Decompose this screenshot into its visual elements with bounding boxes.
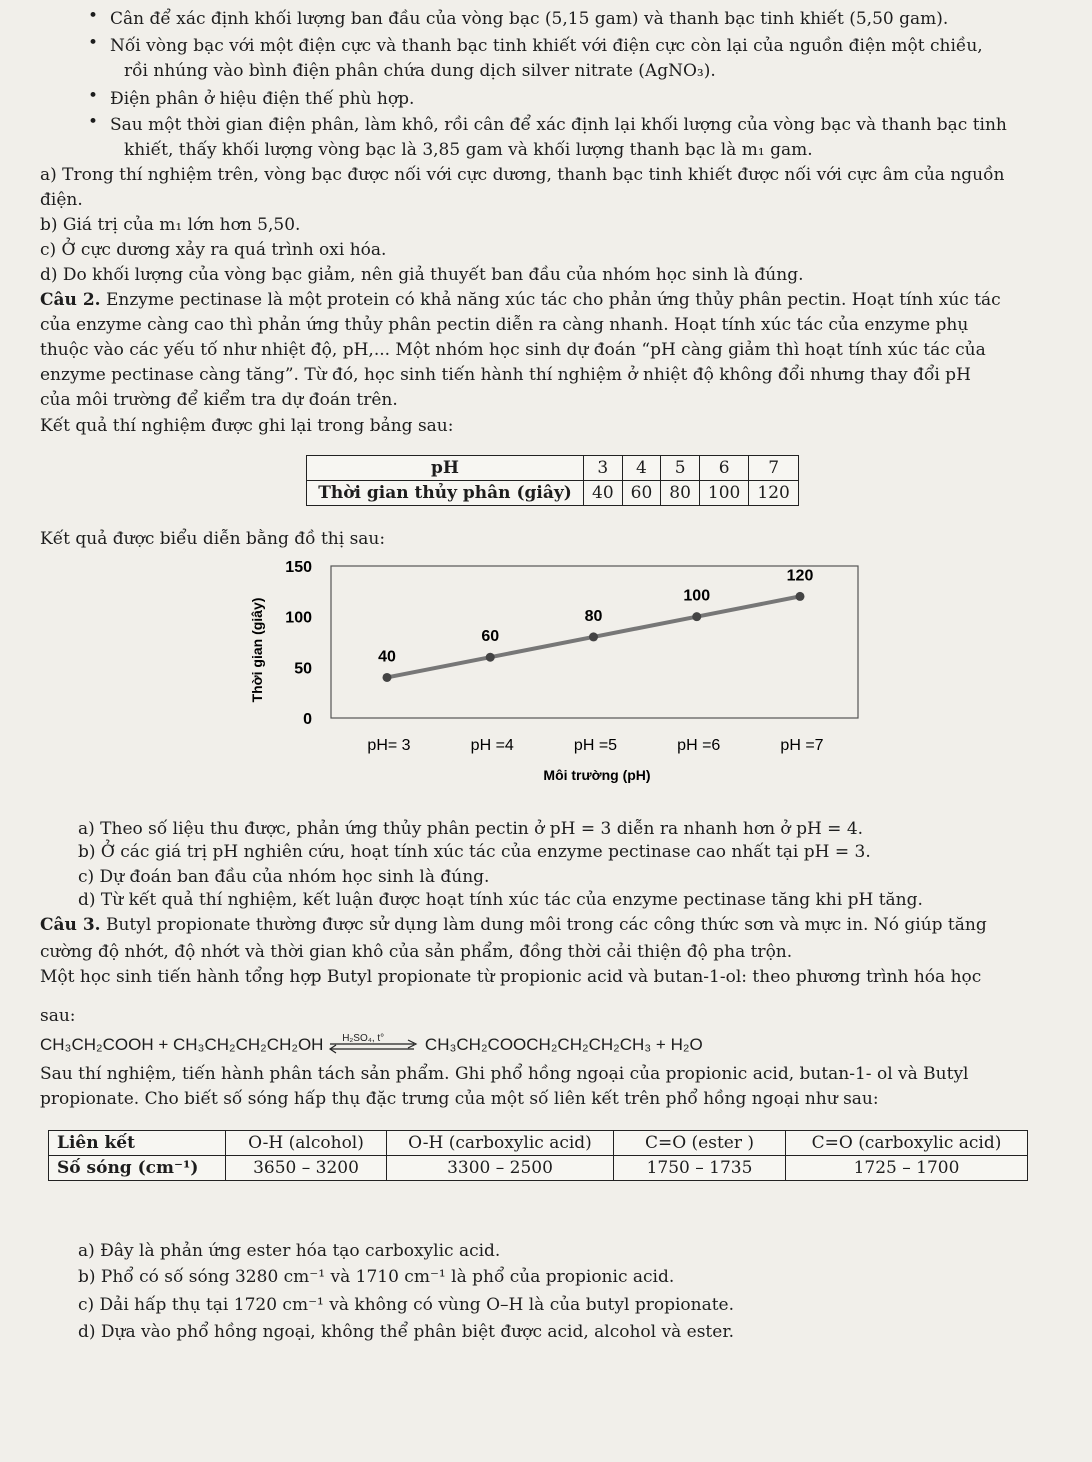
q3-statement-a: a) Đây là phản ứng ester hóa tạo carboxylic acid. [78,1241,501,1261]
q2-statement-d: d) Từ kết quả thí nghiệm, kết luận được hoạt tính xúc tác của enzyme pectinase tăng khi pH tăng. [78,890,923,910]
q3-paragraph-line-5: Sau thí nghiệm, tiến hành phân tách sản phẩm. Ghi phổ hồng ngoại của propionic acid, butan-1- ol và Butyl [40,1064,969,1084]
table-header: Liên kết [49,1131,226,1156]
equation-products: CH₃CH₂COOCH₂CH₂CH₂CH₃ + H₂O [424,1035,703,1054]
table-cell: 1750 – 1735 [614,1156,786,1181]
table-cell: 5 [661,456,700,481]
y-tick-label: 100 [285,609,312,627]
q3-statement-b: b) Phổ có số sóng 3280 cm⁻¹ và 1710 cm⁻¹ là phổ của propionic acid. [78,1267,675,1287]
table-cell: 120 [749,481,798,506]
table-header: O-H (carboxylic acid) [387,1131,614,1156]
table-row [49,1156,1028,1181]
q2-chart-intro: Kết quả được biểu diễn bằng đồ thị sau: [40,529,386,549]
plot-area-frame [331,566,858,718]
y-axis-label: Thời gian (giây) [249,597,265,703]
x-tick-label: pH= 3 [367,737,411,754]
reaction-arrow [328,1032,420,1056]
q2-statement-c: c) Dự đoán ban đầu của nhóm học sinh là đúng. [78,867,490,887]
table-row [307,481,799,506]
q3-statement-d: d) Dựa vào phổ hồng ngoại, không thể phân biệt được acid, alcohol và ester. [78,1322,734,1342]
table-header-ph: pH [307,456,584,481]
table-cell: 3 [584,456,623,481]
table-cell: 4 [622,456,661,481]
table-cell: 80 [661,481,700,506]
table-row-header: Số sóng (cm⁻¹) [49,1156,226,1181]
table-cell: 3300 – 2500 [387,1156,614,1181]
table-cell: 100 [699,481,748,506]
equation-reactants: CH₃CH₂COOH + CH₃CH₂CH₂CH₂OH [40,1035,324,1054]
table-row [307,456,799,481]
q2-text: Enzyme pectinase là một protein có khả năng xúc tác cho phản ứng thủy phân pectin. Hoạt tính xúc tác [100,290,1001,310]
data-point [796,592,805,601]
q2-statement-a: a) Theo số liệu thu được, phản ứng thủy phân pectin ở pH = 3 diễn ra nhanh hơn ở pH = 4. [78,819,864,839]
x-tick-label: pH =5 [573,737,618,754]
q3-paragraph-line-3: Một học sinh tiến hành tổng hợp Butyl propionate từ propionic acid và butan-1-ol: theo phương trình hóa học [40,967,982,987]
chemical-equation [40,1034,703,1056]
bullet-dot: • [88,33,99,53]
intro-bullet-2-cont: rồi nhúng vào bình điện phân chứa dung dịch silver nitrate (AgNO₃). [124,61,716,81]
intro-bullet-4: Sau một thời gian điện phân, làm khô, rồi cân để xác định lại khối lượng của vòng bạc và thanh bạc tinh [110,115,1007,135]
q1-statement-d: d) Do khối lượng của vòng bạc giảm, nên giả thuyết ban đầu của nhóm học sinh là đúng. [40,265,804,285]
x-tick-label: pH =6 [677,737,721,754]
table-cell: 7 [749,456,798,481]
table-header: O-H (alcohol) [226,1131,387,1156]
bullet-dot: • [88,112,99,132]
q2-paragraph-line-5: của môi trường để kiểm tra dự đoán trên. [40,390,398,410]
q2-data-table [306,455,799,506]
table-cell: 6 [699,456,748,481]
data-point [486,653,495,662]
table-header-time: Thời gian thủy phân (giây) [307,481,584,506]
q3-paragraph-line-4: sau: [40,1006,76,1026]
data-label: 120 [786,567,814,585]
table-header: C=O (ester ) [614,1131,786,1156]
q3-statement-c: c) Dải hấp thụ tại 1720 cm⁻¹ và không có vùng O–H là của butyl propionate. [78,1295,735,1315]
ir-wavenumber-table [48,1130,1028,1181]
table-header: C=O (carboxylic acid) [786,1131,1028,1156]
q3-paragraph-line-1 [40,914,987,936]
data-label: 100 [683,587,711,605]
q2-statement-b: b) Ở các giá trị pH nghiên cứu, hoạt tính xúc tác của enzyme pectinase cao nhất tại pH = 3. [78,842,871,862]
bullet-dot: • [88,6,99,26]
data-label: 80 [584,607,603,625]
y-tick-label: 50 [294,660,312,678]
table-row [49,1131,1028,1156]
x-tick-label: pH =4 [470,737,514,754]
bullet-dot: • [88,86,99,106]
intro-bullet-2: Nối vòng bạc với một điện cực và thanh bạc tinh khiết với điện cực còn lại của nguồn điện một chiều, [110,36,983,56]
table-cell: 60 [622,481,661,506]
q2-paragraph-line-4: enzyme pectinase càng tăng”. Từ đó, học sinh tiến hành thí nghiệm ở nhiệt độ không đổi nhưng thay đổi pH [40,365,971,385]
intro-bullet-3: Điện phân ở hiệu điện thế phù hợp. [110,89,415,109]
y-tick-label: 0 [303,711,312,728]
y-tick-label: 150 [285,559,312,576]
data-point [383,673,392,682]
data-label: 60 [481,628,500,646]
table-cell: 1725 – 1700 [786,1156,1028,1181]
q1-statement-c: c) Ở cực dương xảy ra quá trình oxi hóa. [40,240,387,260]
data-point [589,632,598,641]
ph-time-line-chart [240,552,870,792]
q2-table-intro: Kết quả thí nghiệm được ghi lại trong bảng sau: [40,416,454,436]
data-label: 40 [378,648,396,666]
intro-bullet-4-cont: khiết, thấy khối lượng vòng bạc là 3,85 gam và khối lượng thanh bạc là m₁ gam. [124,140,813,160]
data-point [692,612,701,621]
q3-label: Câu 3. [40,915,101,935]
table-cell: 3650 – 3200 [226,1156,387,1181]
intro-bullet-1: Cân để xác định khối lượng ban đầu của vòng bạc (5,15 gam) và thanh bạc tinh khiết (5,50 gam). [110,9,949,29]
reaction-condition: H₂SO₄, t° [342,1032,385,1044]
q3-text: Butyl propionate thường được sử dụng làm dung môi trong các công thức sơn và mực in. Nó giúp tăng [100,915,987,935]
q2-paragraph-line-3: thuộc vào các yếu tố như nhiệt độ, pH,... Một nhóm học sinh dự đoán “pH càng giảm thì hoạt tính xúc tác của [40,340,986,360]
x-tick-label: pH =7 [780,737,824,754]
arrow-icon [328,1036,420,1056]
q1-statement-b: b) Giá trị của m₁ lớn hơn 5,50. [40,215,301,235]
table-cell: 40 [584,481,623,506]
q2-paragraph-line-2: của enzyme càng cao thì phản ứng thủy phân pectin diễn ra càng nhanh. Hoạt tính xúc tác của enzyme phụ [40,315,969,335]
q2-paragraph-line-1 [40,289,1001,311]
q3-paragraph-line-2: cường độ nhớt, độ nhớt và thời gian khô của sản phẩm, đồng thời cải thiện độ pha trộn. [40,942,793,962]
q1-statement-a-cont: điện. [40,190,83,210]
q3-paragraph-line-6: propionate. Cho biết số sóng hấp thụ đặc trưng của một số liên kết trên phổ hồng ngoại như sau: [40,1089,879,1109]
q2-label: Câu 2. [40,290,101,310]
q1-statement-a: a) Trong thí nghiệm trên, vòng bạc được nối với cực dương, thanh bạc tinh khiết được nối với cực âm của nguồn [40,165,1005,185]
x-axis-label: Môi trường (pH) [543,767,651,783]
